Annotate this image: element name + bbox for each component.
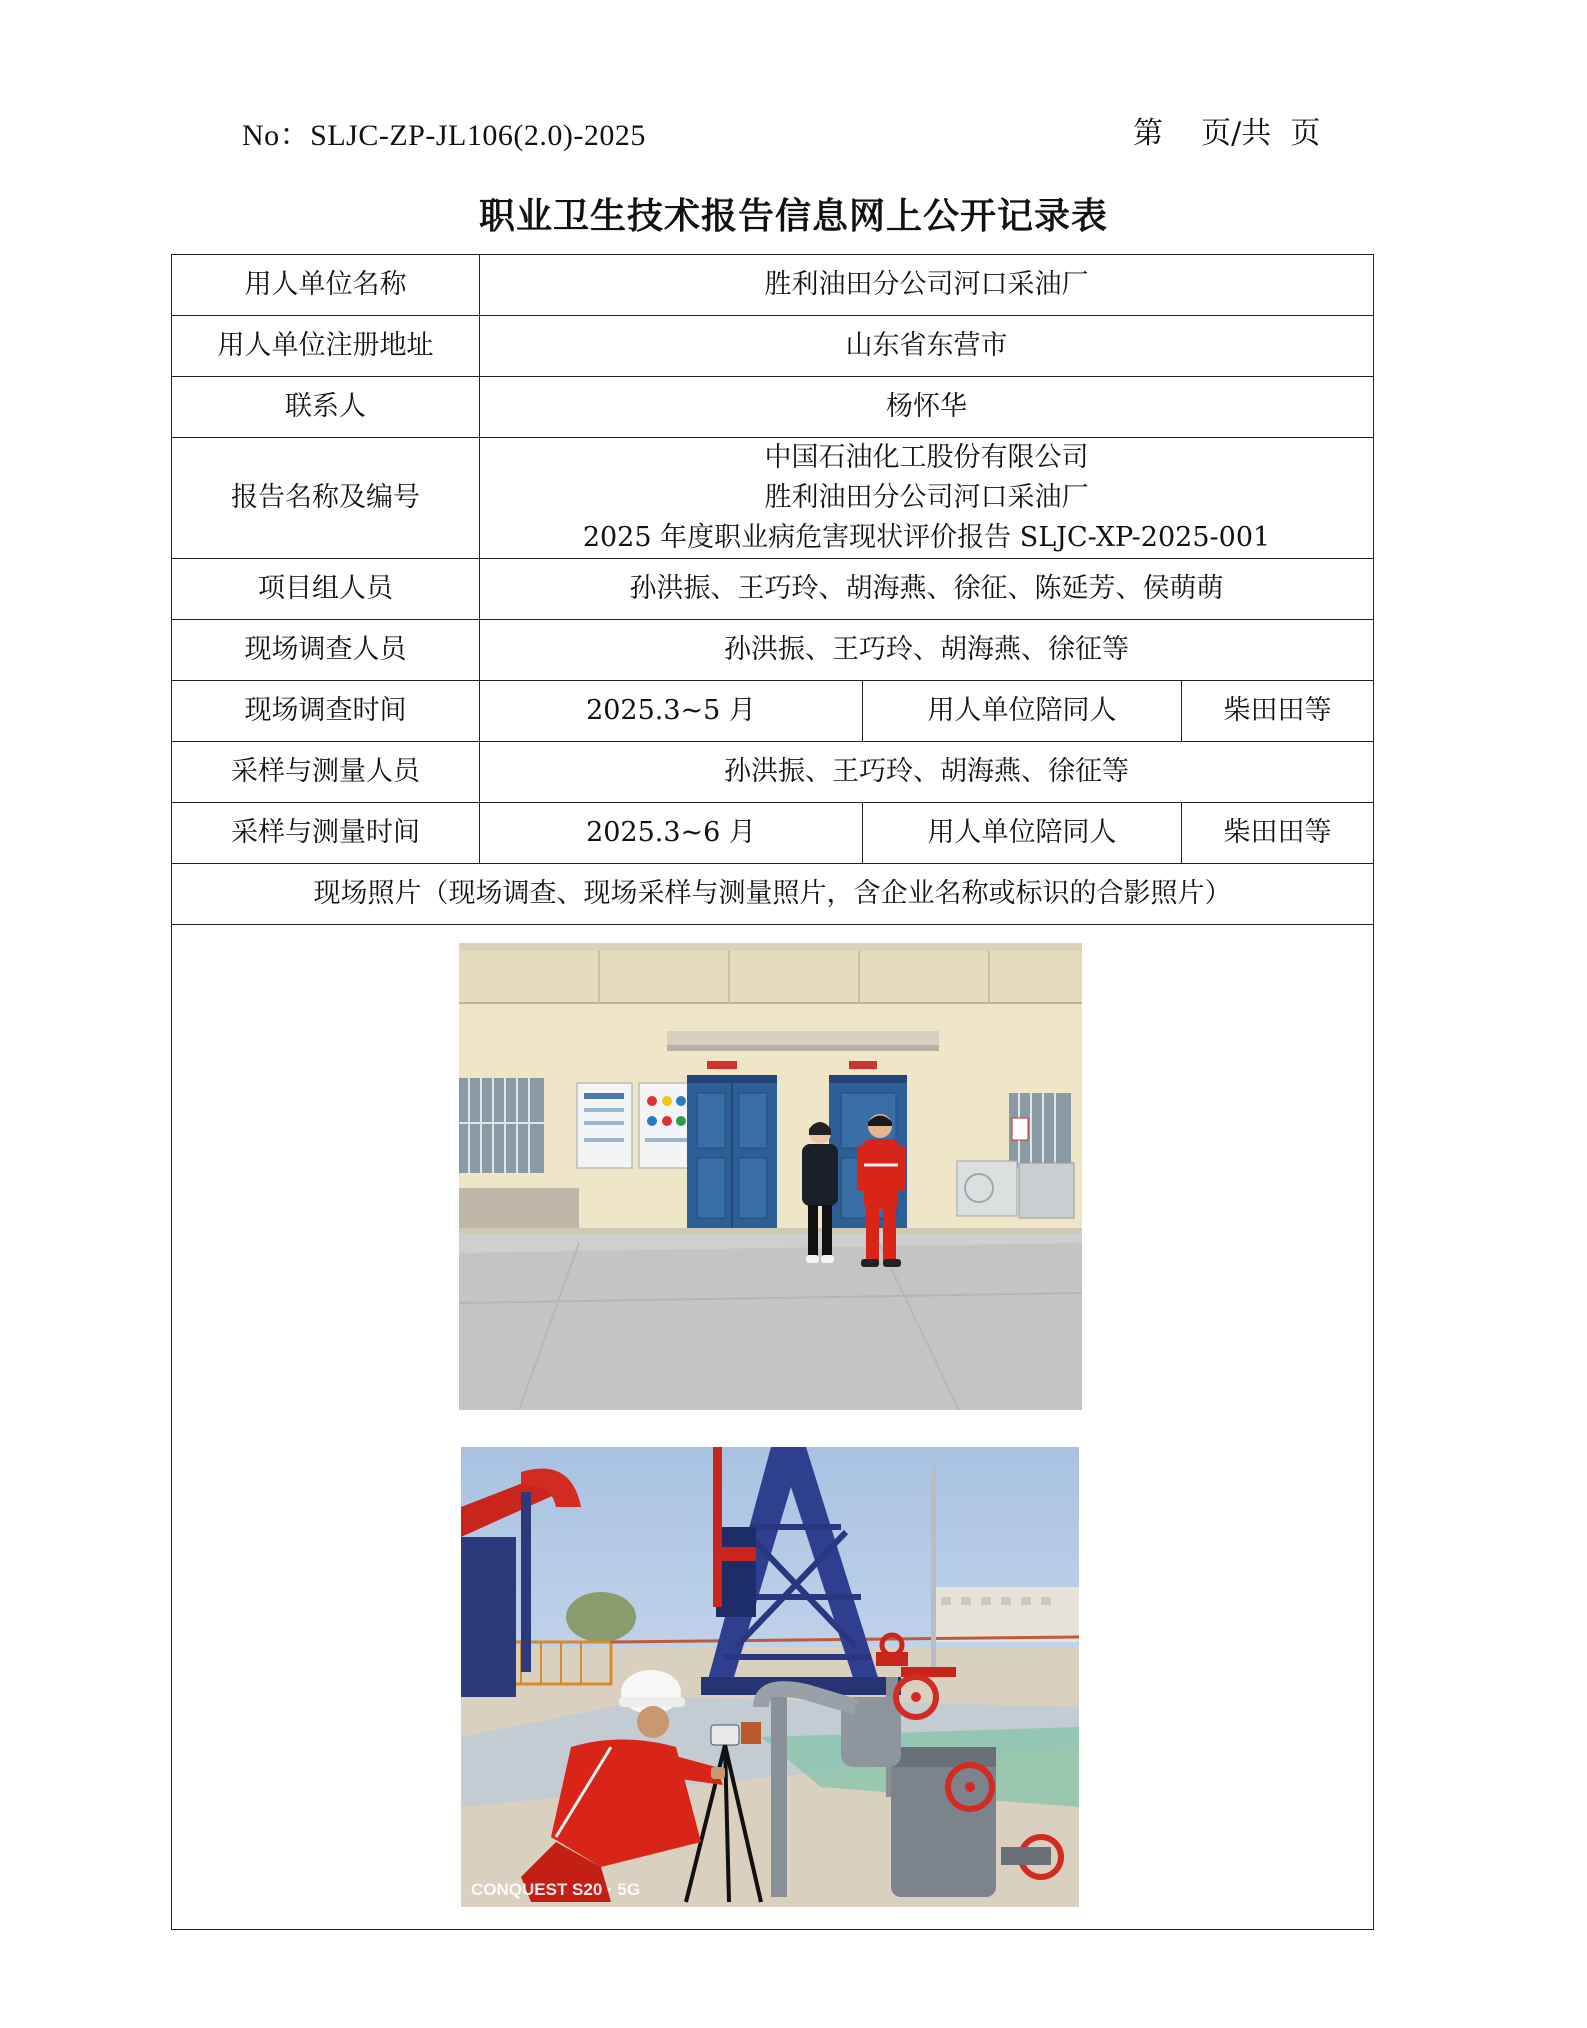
value-employer-name: 胜利油田分公司河口采油厂 <box>480 255 1374 316</box>
value-employer-address: 山东省东营市 <box>480 316 1374 377</box>
value-survey-time: 2025.3~5 月 <box>480 681 863 742</box>
document-number: No：SLJC-ZP-JL106(2.0)-2025 <box>242 119 646 152</box>
value-project-team: 孙洪振、王巧玲、胡海燕、徐征、陈延芳、侯萌萌 <box>480 559 1374 620</box>
row-photos <box>172 925 1374 1930</box>
label-survey-time: 现场调查时间 <box>172 681 480 742</box>
label-sampling-time: 采样与测量时间 <box>172 803 480 864</box>
label-contact: 联系人 <box>172 377 480 438</box>
label-project-team: 项目组人员 <box>172 559 480 620</box>
row-survey-staff <box>172 620 1374 681</box>
value-sampling-companion: 柴田田等 <box>1182 803 1374 864</box>
photos-cell <box>172 925 1374 1930</box>
row-employer-name <box>172 255 1374 316</box>
site-photo-measurement <box>461 1447 1079 1907</box>
row-report <box>172 438 1374 559</box>
label-employer-address: 用人单位注册地址 <box>172 316 480 377</box>
row-employer-address <box>172 316 1374 377</box>
value-report <box>480 438 1374 559</box>
row-sampling-time <box>172 803 1374 864</box>
label-employer-name: 用人单位名称 <box>172 255 480 316</box>
value-survey-companion: 柴田田等 <box>1182 681 1374 742</box>
row-survey-time <box>172 681 1374 742</box>
photos-heading: 现场照片（现场调查、现场采样与测量照片，含企业名称或标识的合影照片） <box>172 864 1374 925</box>
record-table <box>171 254 1374 1930</box>
photo-watermark: CONQUEST S20 · 5G <box>471 1880 641 1899</box>
site-photo-group <box>459 943 1082 1410</box>
label-survey-staff: 现场调查人员 <box>172 620 480 681</box>
value-survey-staff: 孙洪振、王巧玲、胡海燕、徐征等 <box>480 620 1374 681</box>
report-line-2: 胜利油田分公司河口采油厂 <box>764 482 1089 513</box>
label-sampling-staff: 采样与测量人员 <box>172 742 480 803</box>
row-project-team <box>172 559 1374 620</box>
page-title: 职业卫生技术报告信息网上公开记录表 <box>478 195 1108 237</box>
report-line-3: 2025 年度职业病危害现状评价报告 SLJC-XP-2025-001 <box>582 522 1271 553</box>
row-contact <box>172 377 1374 438</box>
report-line-1: 中国石油化工股份有限公司 <box>764 442 1089 473</box>
value-sampling-time: 2025.3~6 月 <box>480 803 863 864</box>
label-survey-companion: 用人单位陪同人 <box>863 681 1182 742</box>
value-sampling-staff: 孙洪振、王巧玲、胡海燕、徐征等 <box>480 742 1374 803</box>
page-info: 第 页/共 页 <box>1133 116 1321 151</box>
value-contact: 杨怀华 <box>480 377 1374 438</box>
label-sampling-companion: 用人单位陪同人 <box>863 803 1182 864</box>
label-report: 报告名称及编号 <box>172 438 480 559</box>
row-photos-heading <box>172 864 1374 925</box>
row-sampling-staff <box>172 742 1374 803</box>
